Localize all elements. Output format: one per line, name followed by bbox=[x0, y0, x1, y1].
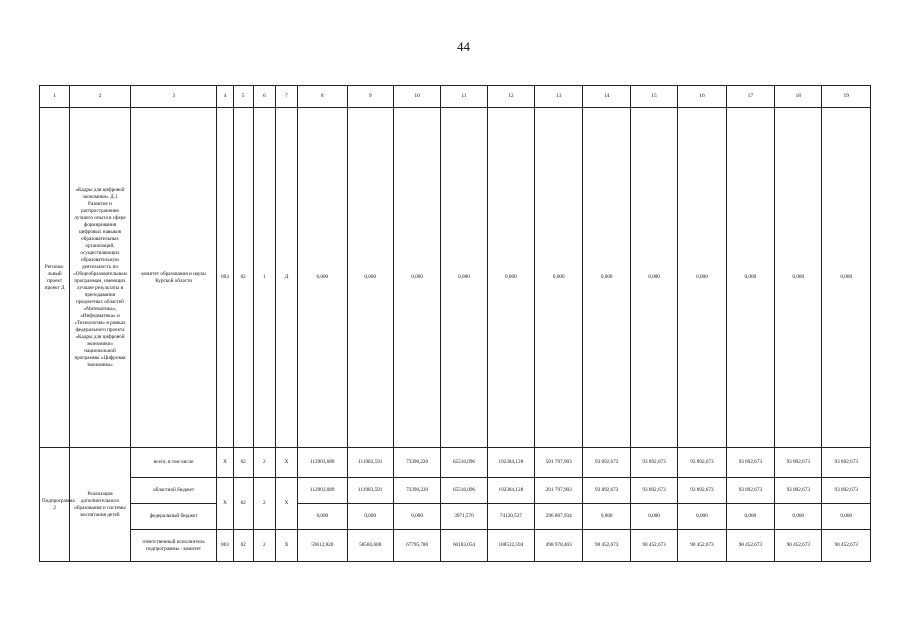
header-cell: 7 bbox=[275, 86, 297, 108]
value-cell: 65516,096 bbox=[441, 448, 487, 478]
value-cell: 73390,220 bbox=[393, 448, 440, 478]
header-cell: 10 bbox=[393, 86, 440, 108]
header-cell: 18 bbox=[775, 86, 822, 108]
subprogram-name-cell: Реализация дополнительного образования и системы воспитания детей bbox=[70, 448, 131, 562]
header-cell: 2 bbox=[70, 86, 131, 108]
value-cell: 112903,089 bbox=[298, 448, 347, 478]
header-cell: 9 bbox=[347, 86, 393, 108]
value-cell: 192384,128 bbox=[487, 448, 534, 478]
value-cell: 0,000 bbox=[535, 108, 583, 448]
value-cell: 0,000 bbox=[583, 504, 630, 530]
value-cell: 90 452,673 bbox=[822, 530, 871, 562]
value-cell: 0,000 bbox=[393, 504, 440, 530]
code-cell: Х bbox=[275, 478, 297, 530]
value-cell: 498 978,403 bbox=[535, 530, 583, 562]
code-cell: 2 bbox=[253, 478, 275, 530]
value-cell: 0,000 bbox=[630, 504, 677, 530]
value-cell: 74120,537 bbox=[487, 504, 534, 530]
value-cell: 93 892,673 bbox=[822, 478, 871, 504]
value-cell: 90 452,673 bbox=[775, 530, 822, 562]
value-cell: 0,000 bbox=[441, 108, 487, 448]
value-cell: 0,000 bbox=[726, 504, 774, 530]
header-cell: 5 bbox=[233, 86, 253, 108]
value-cell: 112903,089 bbox=[298, 478, 347, 504]
header-cell: 3 bbox=[130, 86, 217, 108]
header-cell: 6 bbox=[253, 86, 275, 108]
value-cell: 0,000 bbox=[393, 108, 440, 448]
value-cell: 188512,594 bbox=[487, 530, 534, 562]
value-cell: 93 892,673 bbox=[630, 448, 677, 478]
value-cell: 3971,570 bbox=[441, 504, 487, 530]
code-cell: 02 bbox=[233, 478, 253, 530]
value-cell: 192384,128 bbox=[487, 478, 534, 504]
value-cell: 73390,220 bbox=[393, 478, 440, 504]
source-cell: федеральный бюджет bbox=[130, 504, 217, 530]
value-cell: 90 452,673 bbox=[583, 530, 630, 562]
code-cell: Х bbox=[275, 530, 297, 562]
value-cell: 93 892,673 bbox=[726, 448, 774, 478]
code-cell: Д bbox=[275, 108, 297, 448]
value-cell: 90 452,673 bbox=[678, 530, 726, 562]
header-cell: 16 bbox=[678, 86, 726, 108]
table-row-subprogram-total bbox=[40, 448, 871, 478]
code-cell: 803 bbox=[217, 530, 233, 562]
code-cell: Х bbox=[275, 448, 297, 478]
code-cell: 02 bbox=[233, 108, 253, 448]
header-cell: 13 bbox=[535, 86, 583, 108]
page-number: 44 bbox=[457, 39, 470, 54]
budget-table bbox=[39, 85, 871, 562]
value-cell: 65516,096 bbox=[441, 478, 487, 504]
value-cell: 93 892,673 bbox=[678, 448, 726, 478]
code-cell: Х bbox=[217, 478, 233, 530]
code-cell: 02 bbox=[233, 448, 253, 478]
code-cell: 1 bbox=[253, 108, 275, 448]
value-cell: 93 892,673 bbox=[583, 448, 630, 478]
value-cell: 0,000 bbox=[487, 108, 534, 448]
value-cell: 201 797,903 bbox=[535, 478, 583, 504]
code-cell: 803 bbox=[217, 108, 233, 448]
value-cell: 296 807,934 bbox=[535, 504, 583, 530]
header-row bbox=[40, 86, 871, 108]
source-cell: всего, в том числе bbox=[130, 448, 217, 478]
value-cell: 93 892,673 bbox=[678, 478, 726, 504]
value-cell: 0,000 bbox=[630, 108, 677, 448]
code-cell: Х bbox=[217, 448, 233, 478]
source-cell: областной бюджет bbox=[130, 478, 217, 504]
value-cell: 0,000 bbox=[298, 504, 347, 530]
value-cell: 0,000 bbox=[822, 504, 871, 530]
value-cell: 111983,591 bbox=[347, 448, 393, 478]
value-cell: 93 892,673 bbox=[583, 478, 630, 504]
table-row-responsible-executor bbox=[40, 530, 871, 562]
header-cell: 19 bbox=[822, 86, 871, 108]
value-cell: 0,000 bbox=[775, 108, 822, 448]
code-cell: 02 bbox=[233, 530, 253, 562]
header-cell: 8 bbox=[298, 86, 347, 108]
source-cell: ответственный исполнитель подпрограммы - комитет bbox=[130, 530, 217, 562]
header-cell: 12 bbox=[487, 86, 534, 108]
project-type-cell: Региона-льный проект проект Д bbox=[40, 108, 70, 448]
value-cell: 0,000 bbox=[678, 108, 726, 448]
value-cell: 93 892,673 bbox=[630, 478, 677, 504]
value-cell: 90 452,673 bbox=[630, 530, 677, 562]
value-cell: 93 892,673 bbox=[775, 448, 822, 478]
executor-cell: комитет образования и науки Курской области bbox=[130, 108, 217, 448]
subprogram-label-cell: Подпрограмма 2 bbox=[40, 448, 70, 562]
value-cell: 111983,591 bbox=[347, 478, 393, 504]
table-row-regional-budget bbox=[40, 478, 871, 504]
value-cell: 90 452,673 bbox=[726, 530, 774, 562]
value-cell: 0,000 bbox=[822, 108, 871, 448]
header-cell: 4 bbox=[217, 86, 233, 108]
header-cell: 15 bbox=[630, 86, 677, 108]
value-cell: 60183,054 bbox=[441, 530, 487, 562]
value-cell: 0,000 bbox=[347, 504, 393, 530]
value-cell: 0,000 bbox=[298, 108, 347, 448]
project-name-cell: «Кадры для цифровой экономики» Д.1 Развитие и распространение лучшего опыта в сфере формирования цифровых навыков образовательных организаций, осуществляющих образовательную деятельность по «Общеобразовательным программам, имеющих лучшие результаты в преподавании предметных областей «Математика», «Информатика» и «Технология» в рамках федерального проекта «Кадры для цифровой экономики» национальной программы «Цифровая экономика» bbox=[70, 108, 131, 448]
value-cell: 59612,820 bbox=[298, 530, 347, 562]
header-cell: 1 bbox=[40, 86, 70, 108]
value-cell: 0,000 bbox=[775, 504, 822, 530]
code-cell: 2 bbox=[253, 448, 275, 478]
value-cell: 58583,608 bbox=[347, 530, 393, 562]
header-cell: 14 bbox=[583, 86, 630, 108]
value-cell: 93 892,673 bbox=[726, 478, 774, 504]
value-cell: 67795,780 bbox=[393, 530, 440, 562]
value-cell: 0,000 bbox=[678, 504, 726, 530]
value-cell: 0,000 bbox=[347, 108, 393, 448]
table-row-federal-budget bbox=[40, 504, 871, 530]
value-cell: 93 892,673 bbox=[775, 478, 822, 504]
value-cell: 0,000 bbox=[726, 108, 774, 448]
value-cell: 93 892,673 bbox=[822, 448, 871, 478]
header-cell: 17 bbox=[726, 86, 774, 108]
table-row-regional-project bbox=[40, 108, 871, 448]
code-cell: 2 bbox=[253, 530, 275, 562]
value-cell: 0,000 bbox=[583, 108, 630, 448]
value-cell: 501 797,903 bbox=[535, 448, 583, 478]
header-cell: 11 bbox=[441, 86, 487, 108]
